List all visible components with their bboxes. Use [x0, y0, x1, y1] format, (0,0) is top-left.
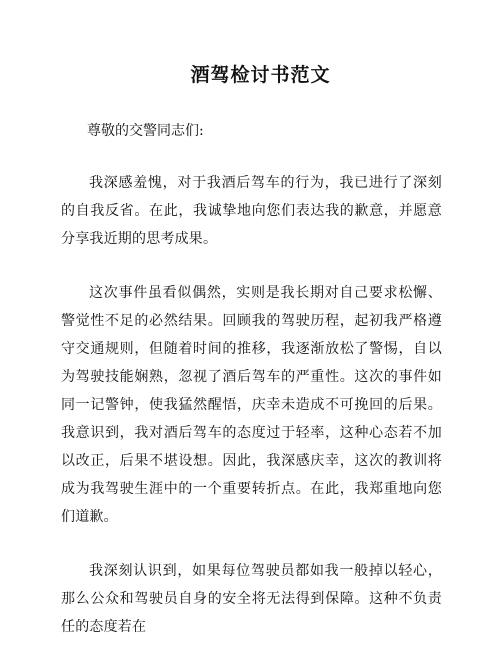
document-title: 酒驾检讨书范文 — [190, 64, 331, 86]
paragraph-2: 这次事件虽看似偶然，实则是我长期对自己要求松懈、警觉性不足的必然结果。回顾我的驾驶历程，起初我严格遵守交通规则，但随着时间的推移，我逐渐放松了警惕，自以为驾驶技能娴熟，忽视了酒后驾车的严重性。这次的事件如同一记警钟，使我猛然醒悟，庆幸未造成不可挽回的后果。我意识到，我对酒后驾车的态度过于轻率，这种心态若不加以改正，后果不堪设想。因此，我深感庆幸，这次的教训将成为我驾驶生涯中的一个重要转折点。在此，我郑重地向您们道歉。 — [61, 285, 442, 525]
salutation: 尊敬的交警同志们: — [87, 123, 204, 139]
paragraph-1: 我深感羞愧，对于我酒后驾车的行为，我已进行了深刻的自我反省。在此，我诚挚地向您们表达我的歉意，并愿意分享我近期的思考成果。 — [61, 175, 442, 247]
paragraph-3: 我深刻认识到，如果每位驾驶员都如我一般掉以轻心，那么公众和驾驶员自身的安全将无法得到保障。这种不负责任的态度若在 — [61, 563, 442, 635]
